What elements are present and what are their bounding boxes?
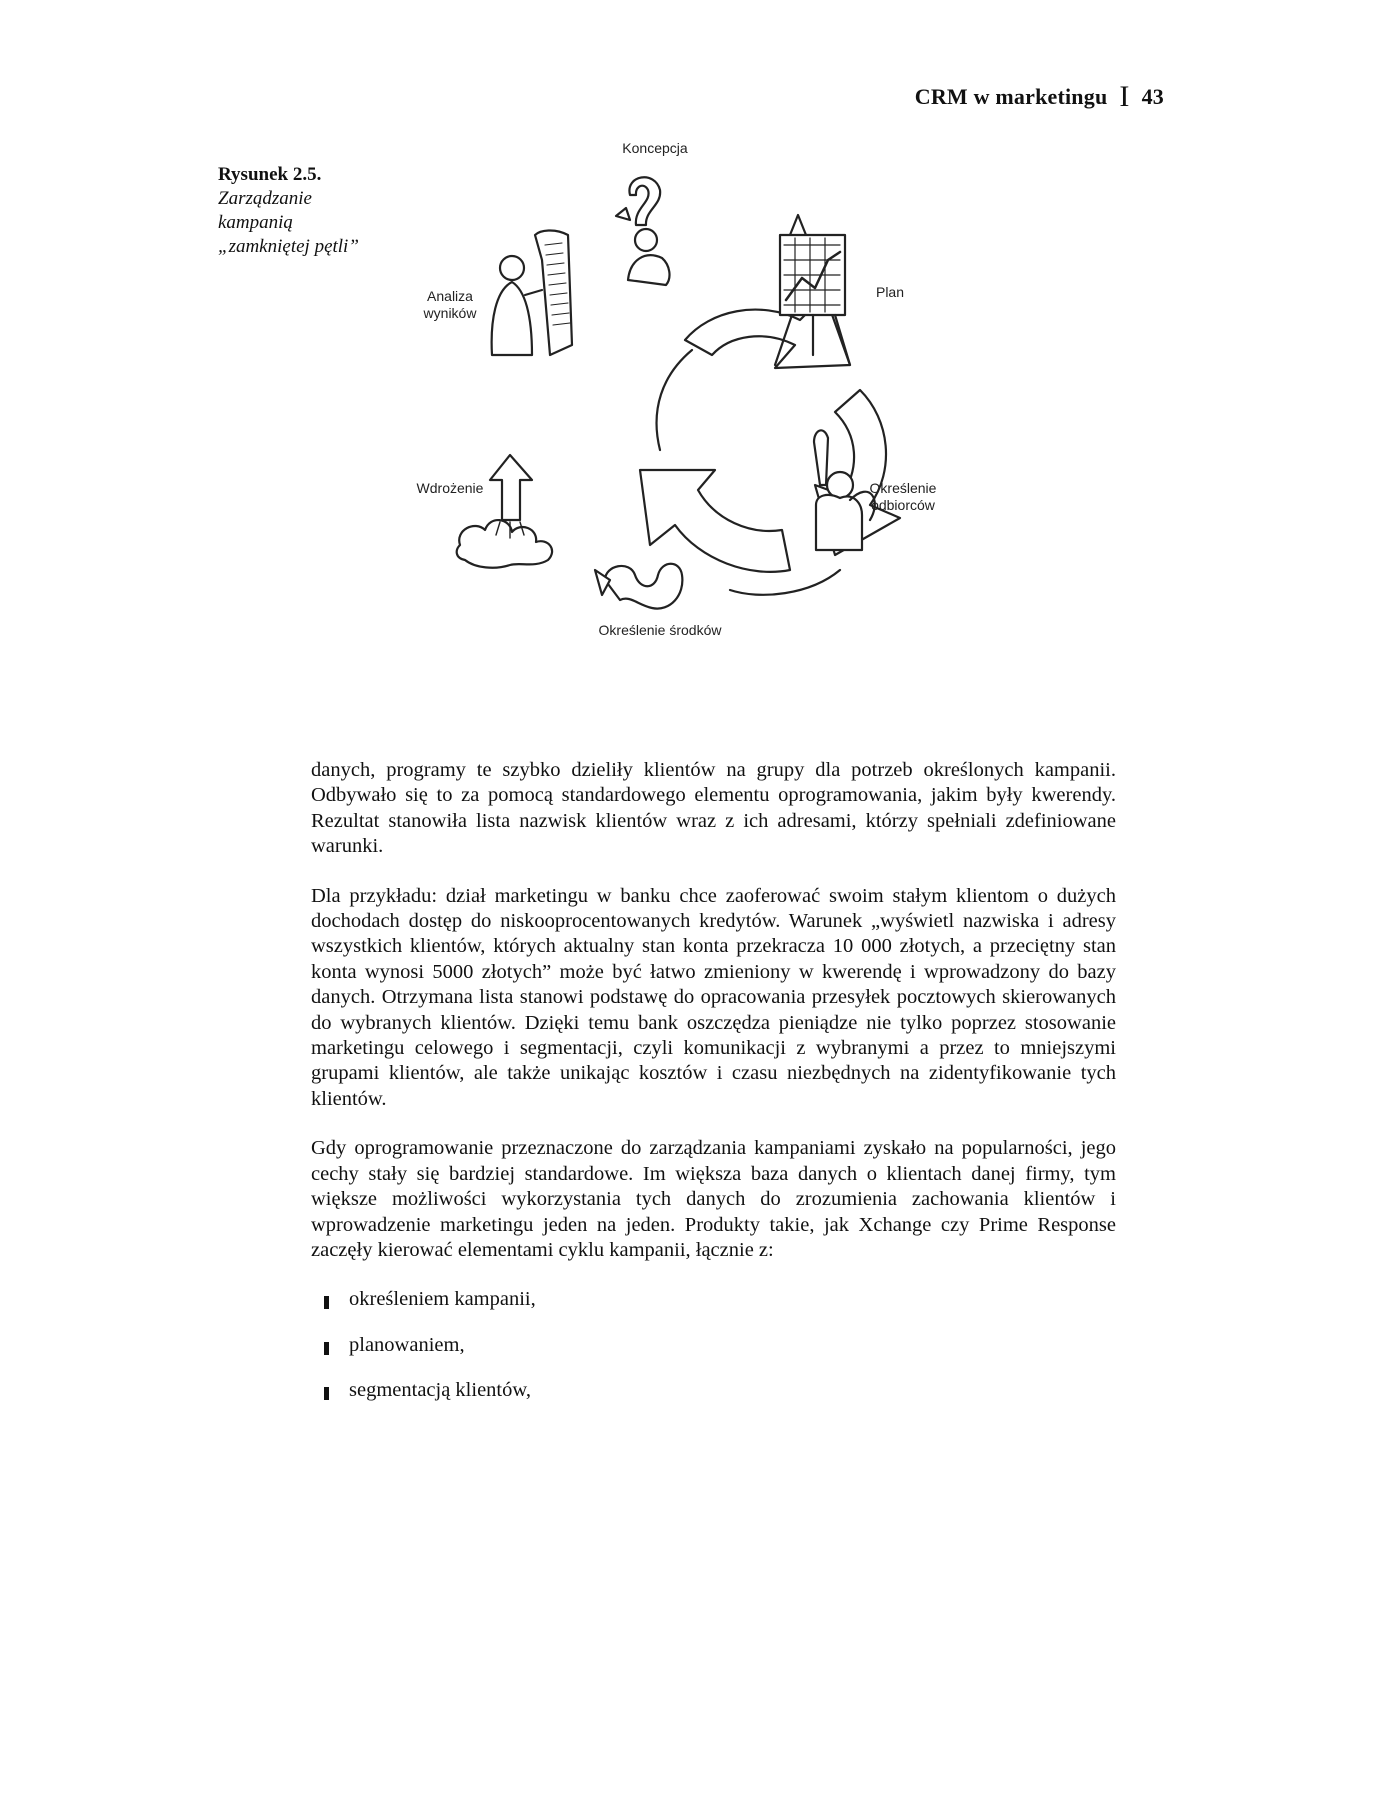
paragraph-1: danych, programy te szybko dzieliły klientów na grupy dla potrzeb określonych kampanii. Odbywało się to za pomocą standardowego elementu oprogramowania, jakim były kwerendy. Rezultat stanowiła lista nazwisk klientów wraz z ich adresami, którzy spełniali zdefiniowane warunki. <box>311 759 1116 858</box>
bullet-icon <box>324 1387 329 1400</box>
figure-title-line-1: Zarządzanie <box>218 188 312 209</box>
figure-drawing <box>430 150 1130 750</box>
results-analyst-icon <box>492 230 572 355</box>
list-item-text: określeniem kampanii, <box>349 1288 536 1311</box>
paragraph-2: Dla przykładu: dział marketingu w banku chce zaoferować swoim stałym klientom o dużych dochodach dostęp do niskooprocentowanych kredytów. Warunek „wyświetl nazwiska i adresy wszystkich klientów, których aktualny stan konta przekracza 10 000 złotych, a przeciętny stan konta wynosi 5000 złotych” może być łatwo zmieniony w kwerendę i wprowadzony do bazy danych. Otrzymana lista stanowi podstawę do opracowania przesyłek pocztowych skierowanych do wybranych klientów. Dzięki temu bank oszczędza pieniądze nie tylko poprzez stosowanie marketingu celowego i segmentacji, czyli komunikacji z wybranymi a przez to mniejszymi grupami klientów, ale także unikając kosztów i czasu niezbędnych na zidentyfikowanie tych klientów. <box>311 884 1116 1110</box>
list-item-text: segmentacją klientów, <box>349 1379 531 1402</box>
list-item <box>311 1287 1116 1312</box>
implementation-rocket-icon <box>457 455 552 568</box>
resources-ribbon-icon <box>595 564 682 609</box>
list-item <box>311 1333 1116 1358</box>
label-plan: Plan <box>875 284 905 300</box>
figure-title-line-3: „zamkniętej pętli” <box>218 236 359 257</box>
label-audience <box>858 480 948 514</box>
concept-thinker-icon <box>616 177 669 285</box>
bullet-icon <box>324 1342 329 1355</box>
label-analysis-line-2: wyników <box>423 305 477 321</box>
bullet-list <box>311 1287 1116 1403</box>
paragraph-3: Gdy oprogramowanie przeznaczone do zarządzania kampaniami zyskało na popularności, jego cechy stały się bardziej standardowe. Im większa baza danych o klientach danej firmy, tym większe możliwości wykorzystania tych danych do zrozumienia zachowania klientów i wprowadzenie marketingu jeden na jeden. Produkty takie, jak Xchange czy Prime Response zaczęły kierować elementami cyklu kampanii, łącznie z: <box>311 1137 1116 1261</box>
label-analysis-line-1: Analiza <box>427 288 473 304</box>
running-header <box>914 80 1164 113</box>
bullet-icon <box>324 1296 329 1309</box>
figure-caption <box>218 163 398 259</box>
figure-number: Rysunek 2.5. <box>218 164 322 185</box>
label-implementation: Wdrożenie <box>416 480 484 496</box>
label-audience-line-2: odbiorców <box>871 497 935 513</box>
label-resources: Określenie środków <box>598 622 722 638</box>
label-analysis <box>410 288 490 322</box>
list-item-text: planowaniem, <box>349 1333 465 1356</box>
closed-loop-campaign-figure <box>416 140 1130 750</box>
figure-title-line-2: kampanią <box>218 212 293 233</box>
header-separator: I <box>1119 80 1130 113</box>
page-number: 43 <box>1141 84 1164 109</box>
label-audience-line-1: Określenie <box>869 480 937 496</box>
label-concept: Koncepcja <box>622 140 688 156</box>
body-text <box>311 758 1116 1424</box>
running-header-title: CRM w marketingu <box>914 84 1108 109</box>
list-item <box>311 1378 1116 1403</box>
cycle-arrow-left-icon <box>640 470 790 572</box>
